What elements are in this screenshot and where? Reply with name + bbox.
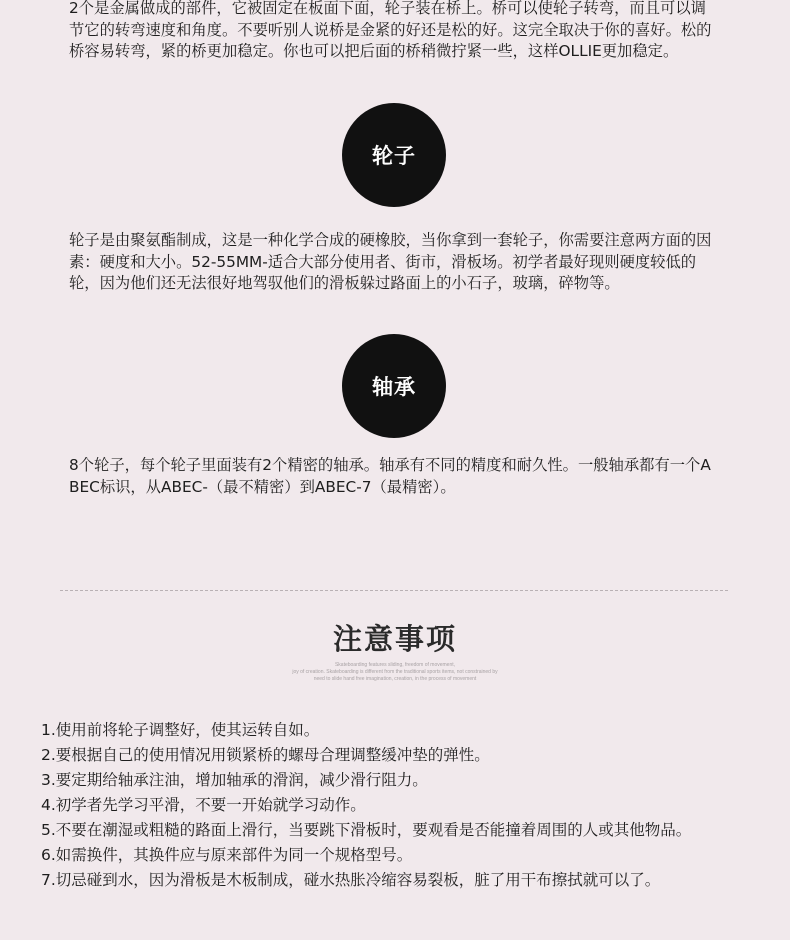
section-divider — [60, 590, 728, 591]
notice-list — [41, 718, 781, 893]
bridge-description: 2个是金属做成的部件，它被固定在板面下面，轮子装在桥上。桥可以使轮子转弯，而且可以调节它的转弯速度和角度。不要听别人说桥是金紧的好还是松的好。这完全取决于你的喜好。松的桥容易转弯，紧的桥更加稳定。你也可以把后面的桥稍微拧紧一些，这样OLLIE更加稳定。 — [69, 0, 712, 60]
notice-item: 1.使用前将轮子调整好，使其运转自如。 — [41, 721, 320, 739]
notice-subtitle — [0, 662, 790, 683]
notice-subtitle-line: need to slide hand free imagination, creation, in the process of movement — [313, 676, 477, 682]
wheels-heading-badge — [342, 103, 446, 207]
notice-item: 5.不要在潮湿或粗糙的路面上滑行，当要跳下滑板时，要观看是否能撞着周围的人或其他物品。 — [41, 821, 692, 839]
notice-item: 4.初学者先学习平滑，不要一开始就学习动作。 — [41, 796, 366, 814]
bearings-description: 8个轮子，每个轮子里面装有2个精密的轴承。轴承有不同的精度和耐久性。一般轴承都有一个ABEC标识，从ABEC-（最不精密）到ABEC-7（最精密）。 — [69, 456, 711, 496]
wheels-heading: 轮子 — [372, 144, 416, 168]
notice-item: 3.要定期给轴承注油，增加轴承的滑润，减少滑行阻力。 — [41, 771, 428, 789]
notice-item: 6.如需换件，其换件应与原来部件为同一个规格型号。 — [41, 846, 413, 864]
wheels-description: 轮子是由聚氨酯制成，这是一种化学合成的硬橡胶，当你拿到一套轮子，你需要注意两方面的因素：硬度和大小。52-55MM-适合大部分使用者、街市，滑板场。初学者最好现则硬度较低的轮，因为他们还无法很好地驾驭他们的滑板躲过路面上的小石子，玻璃，碎物等。 — [69, 231, 712, 292]
bearings-heading: 轴承 — [372, 375, 416, 399]
notice-subtitle-line: joy of creation. Skateboarding is different from the traditional sports items, not constrained by — [292, 669, 498, 675]
notice-subtitle-line: Skateboarding features sliding, freedom of movement, — [334, 662, 456, 668]
notice-item: 2.要根据自己的使用情况用锁紧桥的螺母合理调整缓冲垫的弹性。 — [41, 746, 490, 764]
bearings-heading-badge — [342, 334, 446, 438]
notice-title: 注意事项 — [332, 622, 457, 656]
notice-item: 7.切忌碰到水，因为滑板是木板制成，碰水热胀冷缩容易裂板，脏了用干布擦拭就可以了。 — [41, 871, 661, 889]
